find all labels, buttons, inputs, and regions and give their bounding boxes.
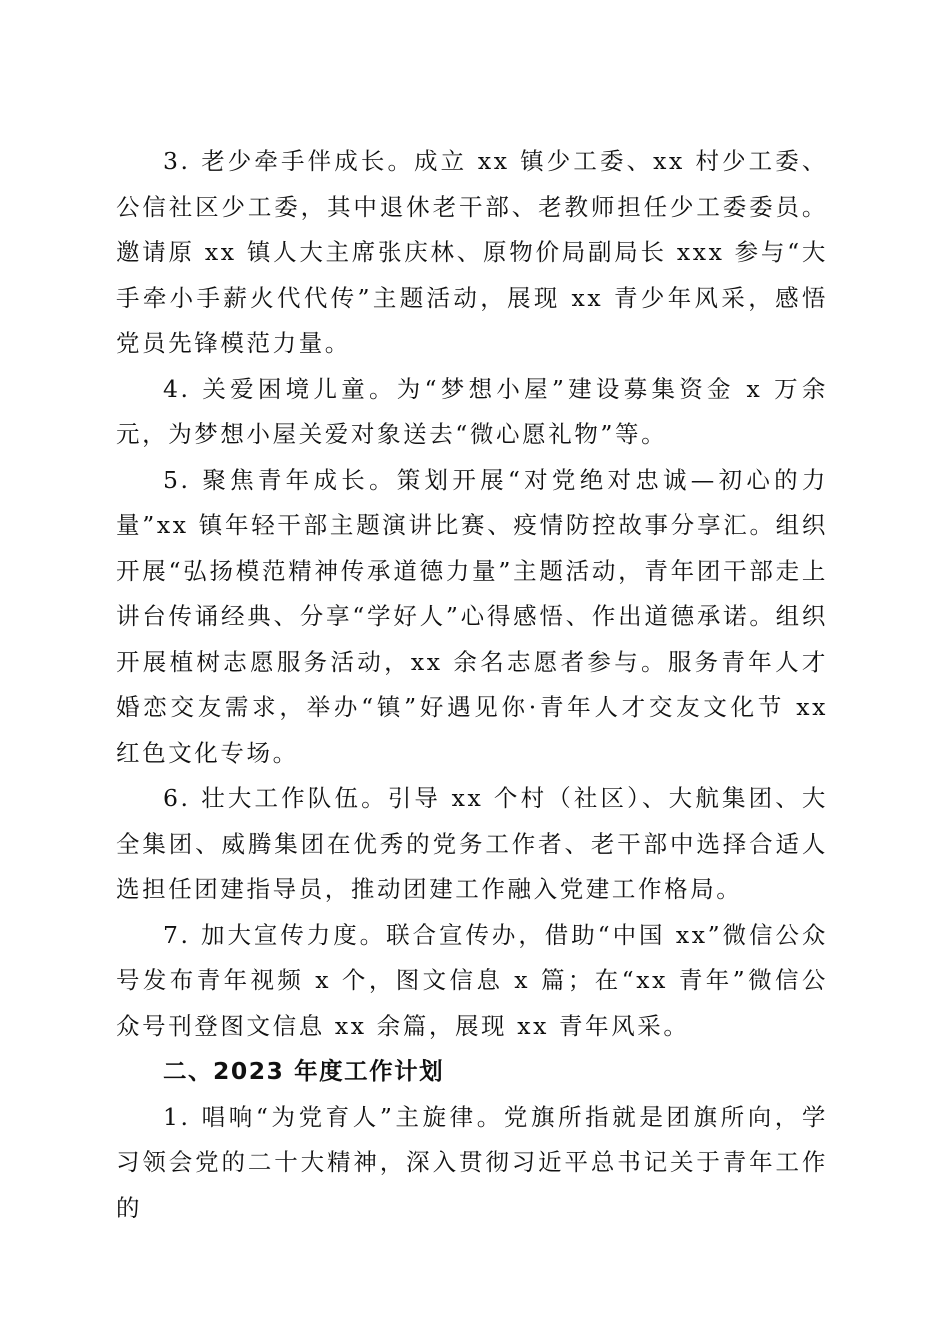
paragraph-item-3: 3. 老少牵手伴成长。成立 xx 镇少工委、xx 村少工委、公信社区少工委，其中退休老干部、老教师担任少工委委员。邀请原 xx 镇人大主席张庆林、原物价局副局长 xxx 参与“大手牵小手薪火代代传”主题活动，展现 xx 青少年风采，感悟党员先锋模范力量。 — [116, 147, 828, 357]
plan-item-1: 1. 唱响“为党育人”主旋律。党旗所指就是团旗所向，学习领会党的二十大精神，深入贯彻习近平总书记关于青年工作的 — [116, 1102, 828, 1222]
paragraph-item-7: 7. 加大宣传力度。联合宣传办，借助“中国 xx”微信公众号发布青年视频 x 个，图文信息 x 篇；在“xx 青年”微信公众号刊登图文信息 xx 余篇，展现 xx 青年风采。 — [116, 920, 828, 1040]
paragraph-item-4: 4. 关爱困境儿童。为“梦想小屋”建设募集资金 x 万余元，为梦想小屋关爱对象送去“微心愿礼物”等。 — [116, 374, 828, 448]
section-heading: 二、2023 年度工作计划 — [163, 1057, 445, 1085]
paragraph-item-5: 5. 聚焦青年成长。策划开展“对党绝对忠诚—初心的力量”xx 镇年轻干部主题演讲比赛、疫情防控故事分享汇。组织开展“弘扬模范精神传承道德力量”主题活动，青年团干部走上讲台传诵经典、分享“学好人”心得感悟、作出道德承诺。组织开展植树志愿服务活动，xx 余名志愿者参与。服务青年人才婚恋交友需求，举办“镇”好遇见你·青年人才交友文化节 xx 红色文化专场。 — [116, 465, 828, 767]
document-body — [116, 139, 828, 1231]
paragraph-item-6: 6. 壮大工作队伍。引导 xx 个村（社区）、大航集团、大全集团、威腾集团在优秀的党务工作者、老干部中选择合适人选担任团建指导员，推动团建工作融入党建工作格局。 — [116, 784, 828, 903]
